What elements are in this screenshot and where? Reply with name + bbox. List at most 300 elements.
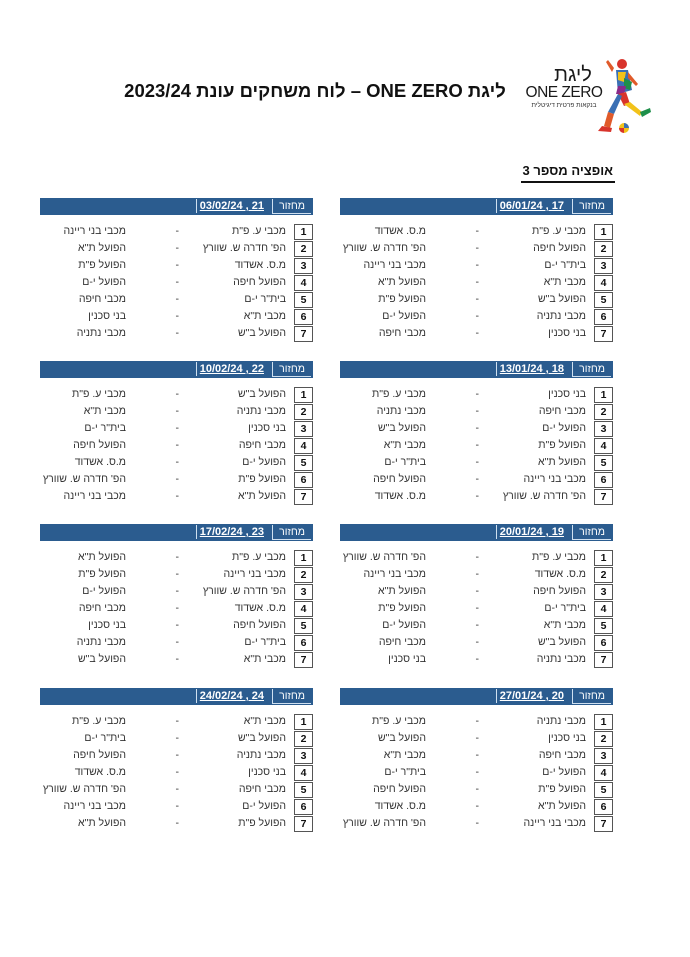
away-team: הפועל י-ם xyxy=(382,619,426,631)
round-label: מחזור xyxy=(272,362,311,377)
round-block-20 xyxy=(340,688,613,832)
vs-separator: - xyxy=(175,715,179,727)
away-team: מכבי נתניה xyxy=(376,405,426,417)
match-number: 2 xyxy=(594,567,613,583)
round-block-17 xyxy=(340,198,613,342)
home-team: מכבי ת"א xyxy=(243,715,286,727)
match-row xyxy=(340,566,613,583)
away-team: הפועל פ"ת xyxy=(78,259,126,271)
home-team: בני סכנין xyxy=(248,766,286,778)
round-date: 13/01/24 , 18 xyxy=(496,362,567,376)
match-row xyxy=(40,583,313,600)
match-number: 3 xyxy=(294,584,313,600)
home-team: הפ' חדרה ש. שוורץ xyxy=(202,585,286,597)
match-number: 6 xyxy=(594,472,613,488)
home-team: בני סכנין xyxy=(548,732,586,744)
match-row xyxy=(340,257,613,274)
match-row xyxy=(340,223,613,240)
home-team: מכבי ע. פ"ת xyxy=(232,225,286,237)
away-team: הפ' חדרה ש. שוורץ xyxy=(342,817,426,829)
round-block-18 xyxy=(340,361,613,505)
vs-separator: - xyxy=(175,602,179,614)
home-team: הפועל ת"א xyxy=(538,800,586,812)
vs-separator: - xyxy=(475,800,479,812)
match-list xyxy=(340,386,613,505)
vs-separator: - xyxy=(475,422,479,434)
match-number: 5 xyxy=(294,618,313,634)
vs-separator: - xyxy=(475,456,479,468)
home-team: הפועל י-ם xyxy=(242,800,286,812)
vs-separator: - xyxy=(475,551,479,563)
away-team: מכבי חיפה xyxy=(378,636,426,648)
match-number: 2 xyxy=(294,241,313,257)
match-row xyxy=(340,747,613,764)
away-team: הפ' חדרה ש. שוורץ xyxy=(342,551,426,563)
away-team: מכבי ע. פ"ת xyxy=(72,388,126,400)
match-number: 3 xyxy=(294,748,313,764)
home-team: הפועל חיפה xyxy=(233,619,286,631)
match-number: 3 xyxy=(594,421,613,437)
match-row xyxy=(40,764,313,781)
round-label: מחזור xyxy=(572,362,611,377)
away-team: בית"ר י-ם xyxy=(384,766,426,778)
vs-separator: - xyxy=(175,749,179,761)
vs-separator: - xyxy=(175,276,179,288)
vs-separator: - xyxy=(475,327,479,339)
vs-separator: - xyxy=(175,242,179,254)
home-team: מכבי בני ריינה xyxy=(523,473,586,485)
match-row xyxy=(340,437,613,454)
vs-separator: - xyxy=(475,568,479,580)
home-team: מכבי ת"א xyxy=(543,619,586,631)
round-label: מחזור xyxy=(272,689,311,704)
vs-separator: - xyxy=(175,225,179,237)
match-number: 2 xyxy=(594,241,613,257)
round-header-bar xyxy=(40,361,313,378)
home-team: הפועל חיפה xyxy=(533,242,586,254)
round-date: 20/01/24 , 19 xyxy=(496,525,567,539)
away-team: מכבי ע. פ"ת xyxy=(372,388,426,400)
away-team: מכבי נתניה xyxy=(76,636,126,648)
home-team: מכבי נתניה xyxy=(536,653,586,665)
match-list xyxy=(40,713,313,832)
match-number: 1 xyxy=(294,550,313,566)
away-team: מ.ס. אשדוד xyxy=(374,800,426,812)
round-label: מחזור xyxy=(572,199,611,214)
home-team: מכבי חיפה xyxy=(238,439,286,451)
home-team: בית"ר י-ם xyxy=(544,602,586,614)
round-date: 17/02/24 , 23 xyxy=(196,525,267,539)
vs-separator: - xyxy=(175,653,179,665)
vs-separator: - xyxy=(475,259,479,271)
away-team: מכבי ע. פ"ת xyxy=(372,715,426,727)
match-row xyxy=(340,600,613,617)
away-team: הפועל ב"ש xyxy=(377,422,426,434)
away-team: מכבי נתניה xyxy=(76,327,126,339)
match-row xyxy=(340,471,613,488)
away-team: מכבי בני ריינה xyxy=(363,259,426,271)
round-header-bar xyxy=(340,688,613,705)
match-number: 6 xyxy=(294,309,313,325)
away-team: הפועל ב"ש xyxy=(77,653,126,665)
match-number: 5 xyxy=(294,782,313,798)
home-team: מכבי ת"א xyxy=(243,310,286,322)
match-number: 5 xyxy=(594,782,613,798)
away-team: הפ' חדרה ש. שוורץ xyxy=(342,242,426,254)
away-team: הפועל חיפה xyxy=(73,439,126,451)
round-date: 24/02/24 , 24 xyxy=(196,689,267,703)
round-block-21 xyxy=(40,198,313,342)
match-row xyxy=(40,651,313,668)
match-number: 4 xyxy=(294,765,313,781)
match-list xyxy=(340,223,613,342)
vs-separator: - xyxy=(175,585,179,597)
round-label: מחזור xyxy=(272,525,311,540)
match-row xyxy=(340,713,613,730)
vs-separator: - xyxy=(175,259,179,271)
match-row xyxy=(40,600,313,617)
away-team: הפועל חיפה xyxy=(373,473,426,485)
away-team: הפועל ת"א xyxy=(378,276,426,288)
home-team: מכבי בני ריינה xyxy=(223,568,286,580)
away-team: הפועל חיפה xyxy=(373,783,426,795)
logo-line-onezero: ONE ZERO xyxy=(525,84,603,101)
away-team: מכבי בני ריינה xyxy=(63,225,126,237)
home-team: בני סכנין xyxy=(548,388,586,400)
match-row xyxy=(40,420,313,437)
home-team: הפועל ת"א xyxy=(538,456,586,468)
home-team: מכבי ע. פ"ת xyxy=(532,225,586,237)
away-team: מכבי ת"א xyxy=(83,405,126,417)
match-row xyxy=(340,549,613,566)
match-row xyxy=(340,798,613,815)
logo-line-subtitle: בנקאות פרטית דיגיטלית xyxy=(531,102,597,109)
home-team: הפועל פ"ת xyxy=(538,439,586,451)
away-team: הפועל פ"ת xyxy=(378,602,426,614)
match-number: 5 xyxy=(594,618,613,634)
vs-separator: - xyxy=(475,225,479,237)
match-number: 7 xyxy=(594,652,613,668)
home-team: מ.ס. אשדוד xyxy=(234,602,286,614)
home-team: מכבי נתניה xyxy=(536,310,586,322)
match-number: 2 xyxy=(594,731,613,747)
away-team: הפועל י-ם xyxy=(82,276,126,288)
home-team: מכבי ת"א xyxy=(243,653,286,665)
round-label: מחזור xyxy=(272,199,311,214)
away-team: מכבי ע. פ"ת xyxy=(72,715,126,727)
round-label: מחזור xyxy=(572,525,611,540)
vs-separator: - xyxy=(475,602,479,614)
away-team: הפ' חדרה ש. שוורץ xyxy=(42,473,126,485)
away-team: הפועל י-ם xyxy=(82,585,126,597)
match-row xyxy=(40,488,313,505)
match-row xyxy=(340,240,613,257)
round-header-bar xyxy=(340,524,613,541)
match-row xyxy=(40,781,313,798)
home-team: מכבי ת"א xyxy=(543,276,586,288)
match-row xyxy=(40,325,313,342)
match-row xyxy=(40,454,313,471)
match-number: 3 xyxy=(294,258,313,274)
away-team: מ.ס. אשדוד xyxy=(74,766,126,778)
vs-separator: - xyxy=(175,636,179,648)
match-row xyxy=(340,325,613,342)
match-number: 6 xyxy=(294,799,313,815)
away-team: מ.ס. אשדוד xyxy=(374,225,426,237)
round-block-19 xyxy=(340,524,613,668)
away-team: מכבי בני ריינה xyxy=(363,568,426,580)
match-row xyxy=(40,713,313,730)
match-row xyxy=(40,815,313,832)
home-team: הפועל פ"ת xyxy=(238,817,286,829)
match-number: 7 xyxy=(594,816,613,832)
match-number: 6 xyxy=(294,635,313,651)
match-row xyxy=(40,257,313,274)
match-number: 7 xyxy=(294,816,313,832)
match-row xyxy=(340,730,613,747)
round-header-bar xyxy=(40,198,313,215)
home-team: בית"ר י-ם xyxy=(544,259,586,271)
home-team: הפועל ב"ש xyxy=(537,636,586,648)
home-team: הפועל ב"ש xyxy=(237,732,286,744)
away-team: הפועל פ"ת xyxy=(78,568,126,580)
vs-separator: - xyxy=(175,783,179,795)
home-team: הפועל חיפה xyxy=(533,585,586,597)
away-team: הפועל י-ם xyxy=(382,310,426,322)
league-logo xyxy=(512,52,657,142)
away-team: הפועל ת"א xyxy=(78,551,126,563)
match-row xyxy=(40,471,313,488)
soccer-player-logo-icon xyxy=(594,56,654,136)
page-title: ליגת ONE ZERO – לוח משחקים עונת 2023/24 xyxy=(124,80,506,101)
match-number: 7 xyxy=(594,326,613,342)
round-header-bar xyxy=(340,198,613,215)
match-row xyxy=(340,764,613,781)
vs-separator: - xyxy=(175,732,179,744)
match-row xyxy=(340,274,613,291)
match-number: 4 xyxy=(294,438,313,454)
match-row xyxy=(340,651,613,668)
match-row xyxy=(40,291,313,308)
match-row xyxy=(340,781,613,798)
home-team: בני סכנין xyxy=(548,327,586,339)
vs-separator: - xyxy=(475,439,479,451)
vs-separator: - xyxy=(175,327,179,339)
home-team: הפועל ב"ש xyxy=(537,293,586,305)
match-number: 3 xyxy=(594,584,613,600)
match-list xyxy=(40,549,313,668)
round-block-23 xyxy=(40,524,313,668)
away-team: מכבי חיפה xyxy=(78,602,126,614)
vs-separator: - xyxy=(475,749,479,761)
vs-separator: - xyxy=(475,490,479,502)
home-team: הפועל י-ם xyxy=(542,766,586,778)
home-team: הפ' חדרה ש. שוורץ xyxy=(502,490,586,502)
match-row xyxy=(340,488,613,505)
match-number: 2 xyxy=(294,404,313,420)
away-team: הפועל חיפה xyxy=(73,749,126,761)
home-team: מכבי נתניה xyxy=(236,749,286,761)
home-team: מכבי בני ריינה xyxy=(523,817,586,829)
match-number: 1 xyxy=(594,224,613,240)
home-team: מכבי חיפה xyxy=(238,783,286,795)
vs-separator: - xyxy=(475,293,479,305)
away-team: בני סכנין xyxy=(388,653,426,665)
match-number: 4 xyxy=(594,765,613,781)
vs-separator: - xyxy=(475,817,479,829)
home-team: מ.ס. אשדוד xyxy=(234,259,286,271)
vs-separator: - xyxy=(475,405,479,417)
round-header-bar xyxy=(40,688,313,705)
home-team: בני סכנין xyxy=(248,422,286,434)
away-team: מכבי חיפה xyxy=(78,293,126,305)
home-team: מכבי נתניה xyxy=(536,715,586,727)
round-date: 03/02/24 , 21 xyxy=(196,199,267,213)
home-team: הפועל פ"ת xyxy=(238,473,286,485)
vs-separator: - xyxy=(175,619,179,631)
match-number: 5 xyxy=(594,455,613,471)
match-row xyxy=(340,583,613,600)
match-row xyxy=(40,240,313,257)
match-number: 5 xyxy=(294,455,313,471)
match-row xyxy=(40,634,313,651)
match-list xyxy=(40,223,313,342)
match-number: 3 xyxy=(594,748,613,764)
vs-separator: - xyxy=(175,817,179,829)
match-number: 5 xyxy=(294,292,313,308)
match-row xyxy=(340,420,613,437)
match-number: 1 xyxy=(594,550,613,566)
match-row xyxy=(340,386,613,403)
home-team: הפועל י-ם xyxy=(542,422,586,434)
match-row xyxy=(40,308,313,325)
away-team: מ.ס. אשדוד xyxy=(74,456,126,468)
vs-separator: - xyxy=(475,619,479,631)
vs-separator: - xyxy=(175,473,179,485)
match-number: 6 xyxy=(594,799,613,815)
vs-separator: - xyxy=(475,388,479,400)
vs-separator: - xyxy=(475,585,479,597)
match-row xyxy=(40,386,313,403)
match-row xyxy=(40,274,313,291)
match-row xyxy=(340,634,613,651)
match-number: 1 xyxy=(594,387,613,403)
vs-separator: - xyxy=(175,551,179,563)
match-number: 7 xyxy=(294,326,313,342)
vs-separator: - xyxy=(475,636,479,648)
away-team: בית"ר י-ם xyxy=(84,422,126,434)
vs-separator: - xyxy=(475,732,479,744)
match-number: 3 xyxy=(294,421,313,437)
match-row xyxy=(40,223,313,240)
round-date: 06/01/24 , 17 xyxy=(496,199,567,213)
vs-separator: - xyxy=(475,310,479,322)
away-team: מכבי בני ריינה xyxy=(63,800,126,812)
match-number: 6 xyxy=(594,309,613,325)
round-date: 10/02/24 , 22 xyxy=(196,362,267,376)
match-row xyxy=(40,403,313,420)
match-row xyxy=(340,291,613,308)
match-number: 4 xyxy=(594,275,613,291)
vs-separator: - xyxy=(175,456,179,468)
match-row xyxy=(340,815,613,832)
away-team: בית"ר י-ם xyxy=(84,732,126,744)
home-team: הפועל ת"א xyxy=(238,490,286,502)
home-team: מכבי נתניה xyxy=(236,405,286,417)
match-number: 4 xyxy=(594,438,613,454)
match-number: 7 xyxy=(294,489,313,505)
match-number: 1 xyxy=(594,714,613,730)
match-row xyxy=(40,747,313,764)
match-row xyxy=(40,617,313,634)
vs-separator: - xyxy=(175,766,179,778)
match-row xyxy=(40,798,313,815)
match-number: 6 xyxy=(294,472,313,488)
away-team: מ.ס. אשדוד xyxy=(374,490,426,502)
away-team: בני סכנין xyxy=(88,619,126,631)
home-team: מ.ס. אשדוד xyxy=(534,568,586,580)
round-block-22 xyxy=(40,361,313,505)
option-heading: אופציה מספר 3 xyxy=(521,163,615,183)
home-team: הפועל ב"ש xyxy=(237,388,286,400)
away-team: הפ' חדרה ש. שוורץ xyxy=(42,783,126,795)
match-number: 1 xyxy=(294,714,313,730)
home-team: הפועל ב"ש xyxy=(237,327,286,339)
match-number: 5 xyxy=(594,292,613,308)
match-list xyxy=(340,549,613,668)
away-team: מכבי ת"א xyxy=(383,439,426,451)
vs-separator: - xyxy=(175,568,179,580)
match-number: 1 xyxy=(294,387,313,403)
match-row xyxy=(340,403,613,420)
away-team: הפועל פ"ת xyxy=(378,293,426,305)
match-row xyxy=(40,549,313,566)
home-team: הפועל פ"ת xyxy=(538,783,586,795)
vs-separator: - xyxy=(175,405,179,417)
match-number: 4 xyxy=(294,601,313,617)
vs-separator: - xyxy=(475,766,479,778)
match-number: 3 xyxy=(594,258,613,274)
away-team: מכבי חיפה xyxy=(378,327,426,339)
away-team: בני סכנין xyxy=(88,310,126,322)
vs-separator: - xyxy=(475,783,479,795)
match-row xyxy=(340,617,613,634)
home-team: מכבי ע. פ"ת xyxy=(232,551,286,563)
vs-separator: - xyxy=(475,653,479,665)
match-number: 4 xyxy=(594,601,613,617)
home-team: בית"ר י-ם xyxy=(244,293,286,305)
round-date: 27/01/24 , 20 xyxy=(496,689,567,703)
match-number: 7 xyxy=(594,489,613,505)
match-number: 4 xyxy=(294,275,313,291)
round-header-bar xyxy=(40,524,313,541)
match-row xyxy=(340,308,613,325)
round-block-24 xyxy=(40,688,313,832)
match-number: 1 xyxy=(294,224,313,240)
vs-separator: - xyxy=(175,388,179,400)
match-row xyxy=(40,730,313,747)
vs-separator: - xyxy=(175,422,179,434)
vs-separator: - xyxy=(175,800,179,812)
away-team: בית"ר י-ם xyxy=(384,456,426,468)
away-team: מכבי בני ריינה xyxy=(63,490,126,502)
away-team: הפועל ת"א xyxy=(78,242,126,254)
vs-separator: - xyxy=(175,293,179,305)
home-team: הפועל חיפה xyxy=(233,276,286,288)
match-list xyxy=(340,713,613,832)
away-team: הפועל ת"א xyxy=(378,585,426,597)
match-number: 7 xyxy=(294,652,313,668)
